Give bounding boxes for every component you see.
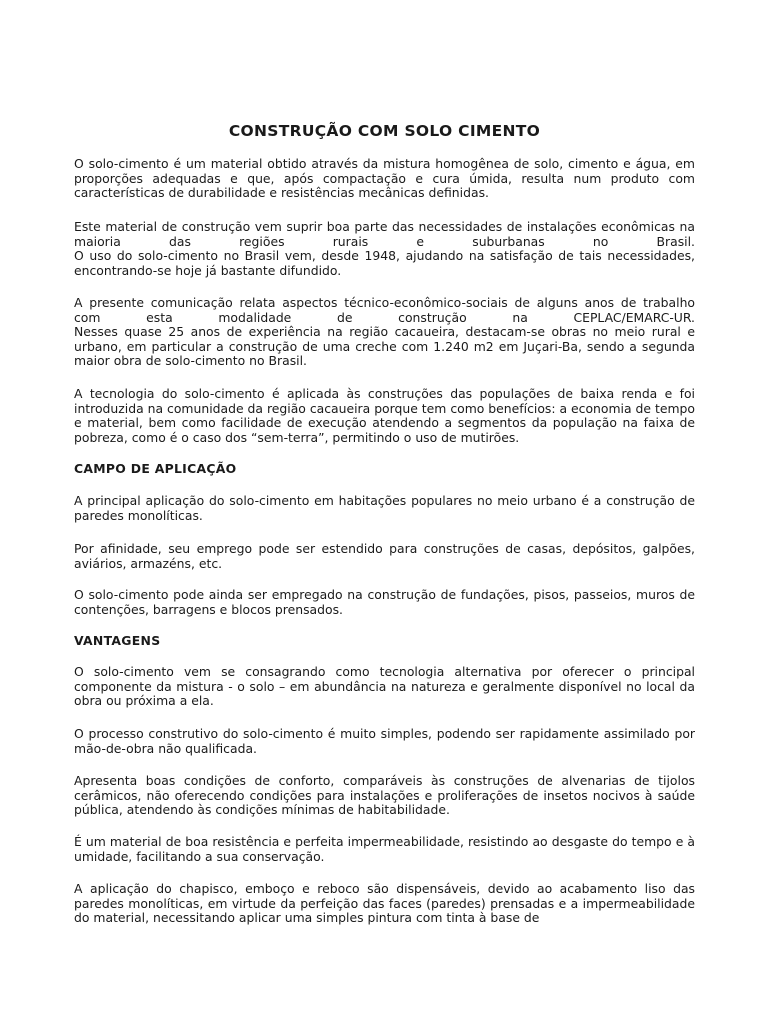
paragraph-line: Nesses quase 25 anos de experiência na região cacaueira, destacam-se obras no meio rural e urbano, em particular a construção de uma creche com 1.240 m2 em Juçari-Ba, sendo a segunda maior obra de solo-cimento no Brasil. [74, 324, 695, 369]
paragraph-other-uses: O solo-cimento pode ainda ser empregado na construção de fundações, pisos, passeios, muros de contenções, barragens e blocos prensados. [74, 587, 695, 617]
paragraph-definition: O solo-cimento é um material obtido através da mistura homogênea de solo, cimento e água, em proporções adequadas e que, após compactação e cura úmida, resulta num produto com características de durabilidade e resistências mecânicas definidas. [74, 156, 695, 201]
paragraph-simple-process: O processo construtivo do solo-cimento é muito simples, podendo ser rapidamente assimilado por mão-de-obra não qualificada. [74, 726, 695, 756]
paragraph-finishing: A aplicação do chapisco, emboço e reboco são dispensáveis, devido ao acabamento liso das paredes monolíticas, em virtude da perfeição das faces (paredes) prensadas e a impermeabilidade do material, necessitando aplicar uma simples pintura com tinta à base de [74, 881, 695, 926]
heading-vantagens: VANTAGENS [74, 633, 161, 648]
paragraph-alternative-technology: O solo-cimento vem se consagrando como tecnologia alternativa por oferecer o principal componente da mistura - o solo – em abundância na natureza e geralmente disponível no local da obra ou próxima a ela. [74, 664, 695, 709]
paragraph-necessities [74, 220, 695, 278]
paragraph-affinity: Por afinidade, seu emprego pode ser estendido para construções de casas, depósitos, galpões, aviários, armazéns, etc. [74, 541, 695, 571]
heading-campo-de-aplicacao: CAMPO DE APLICAÇÃO [74, 461, 237, 476]
paragraph-resistance: É um material de boa resistência e perfeita impermeabilidade, resistindo ao desgaste do tempo e à umidade, facilitando a sua conservação. [74, 834, 695, 864]
paragraph-communication [74, 296, 695, 369]
paragraph-line: A presente comunicação relata aspectos técnico-econômico-sociais de alguns anos de trabalho com esta modalidade de construção na CEPLAC/EMARC-UR. [74, 295, 695, 325]
document-title: CONSTRUÇÃO COM SOLO CIMENTO [228, 122, 541, 140]
paragraph-line: Este material de construção vem suprir boa parte das necessidades de instalações econômicas na maioria das regiões rurais e suburbanas no Brasil. [74, 219, 695, 249]
paragraph-comfort: Apresenta boas condições de conforto, comparáveis às construções de alvenarias de tijolos cerâmicos, não oferecendo condições para instalações e proliferações de insetos nocivos à saúde pública, atendendo às condições mínimas de habitabilidade. [74, 773, 695, 818]
paragraph-technology: A tecnologia do solo-cimento é aplicada às construções das populações de baixa renda e foi introduzida na comunidade da região cacaueira porque tem como benefícios: a economia de tempo e material, bem como facilidade de execução atendendo a segmentos da população na faixa de pobreza, como é o caso dos “sem-terra”, permitindo o uso de mutirões. [74, 386, 695, 445]
paragraph-line: O uso do solo-cimento no Brasil vem, desde 1948, ajudando na satisfação de tais necessidades, encontrando-se hoje já bastante difundido. [74, 248, 695, 278]
paragraph-main-application: A principal aplicação do solo-cimento em habitações populares no meio urbano é a construção de paredes monolíticas. [74, 493, 695, 523]
